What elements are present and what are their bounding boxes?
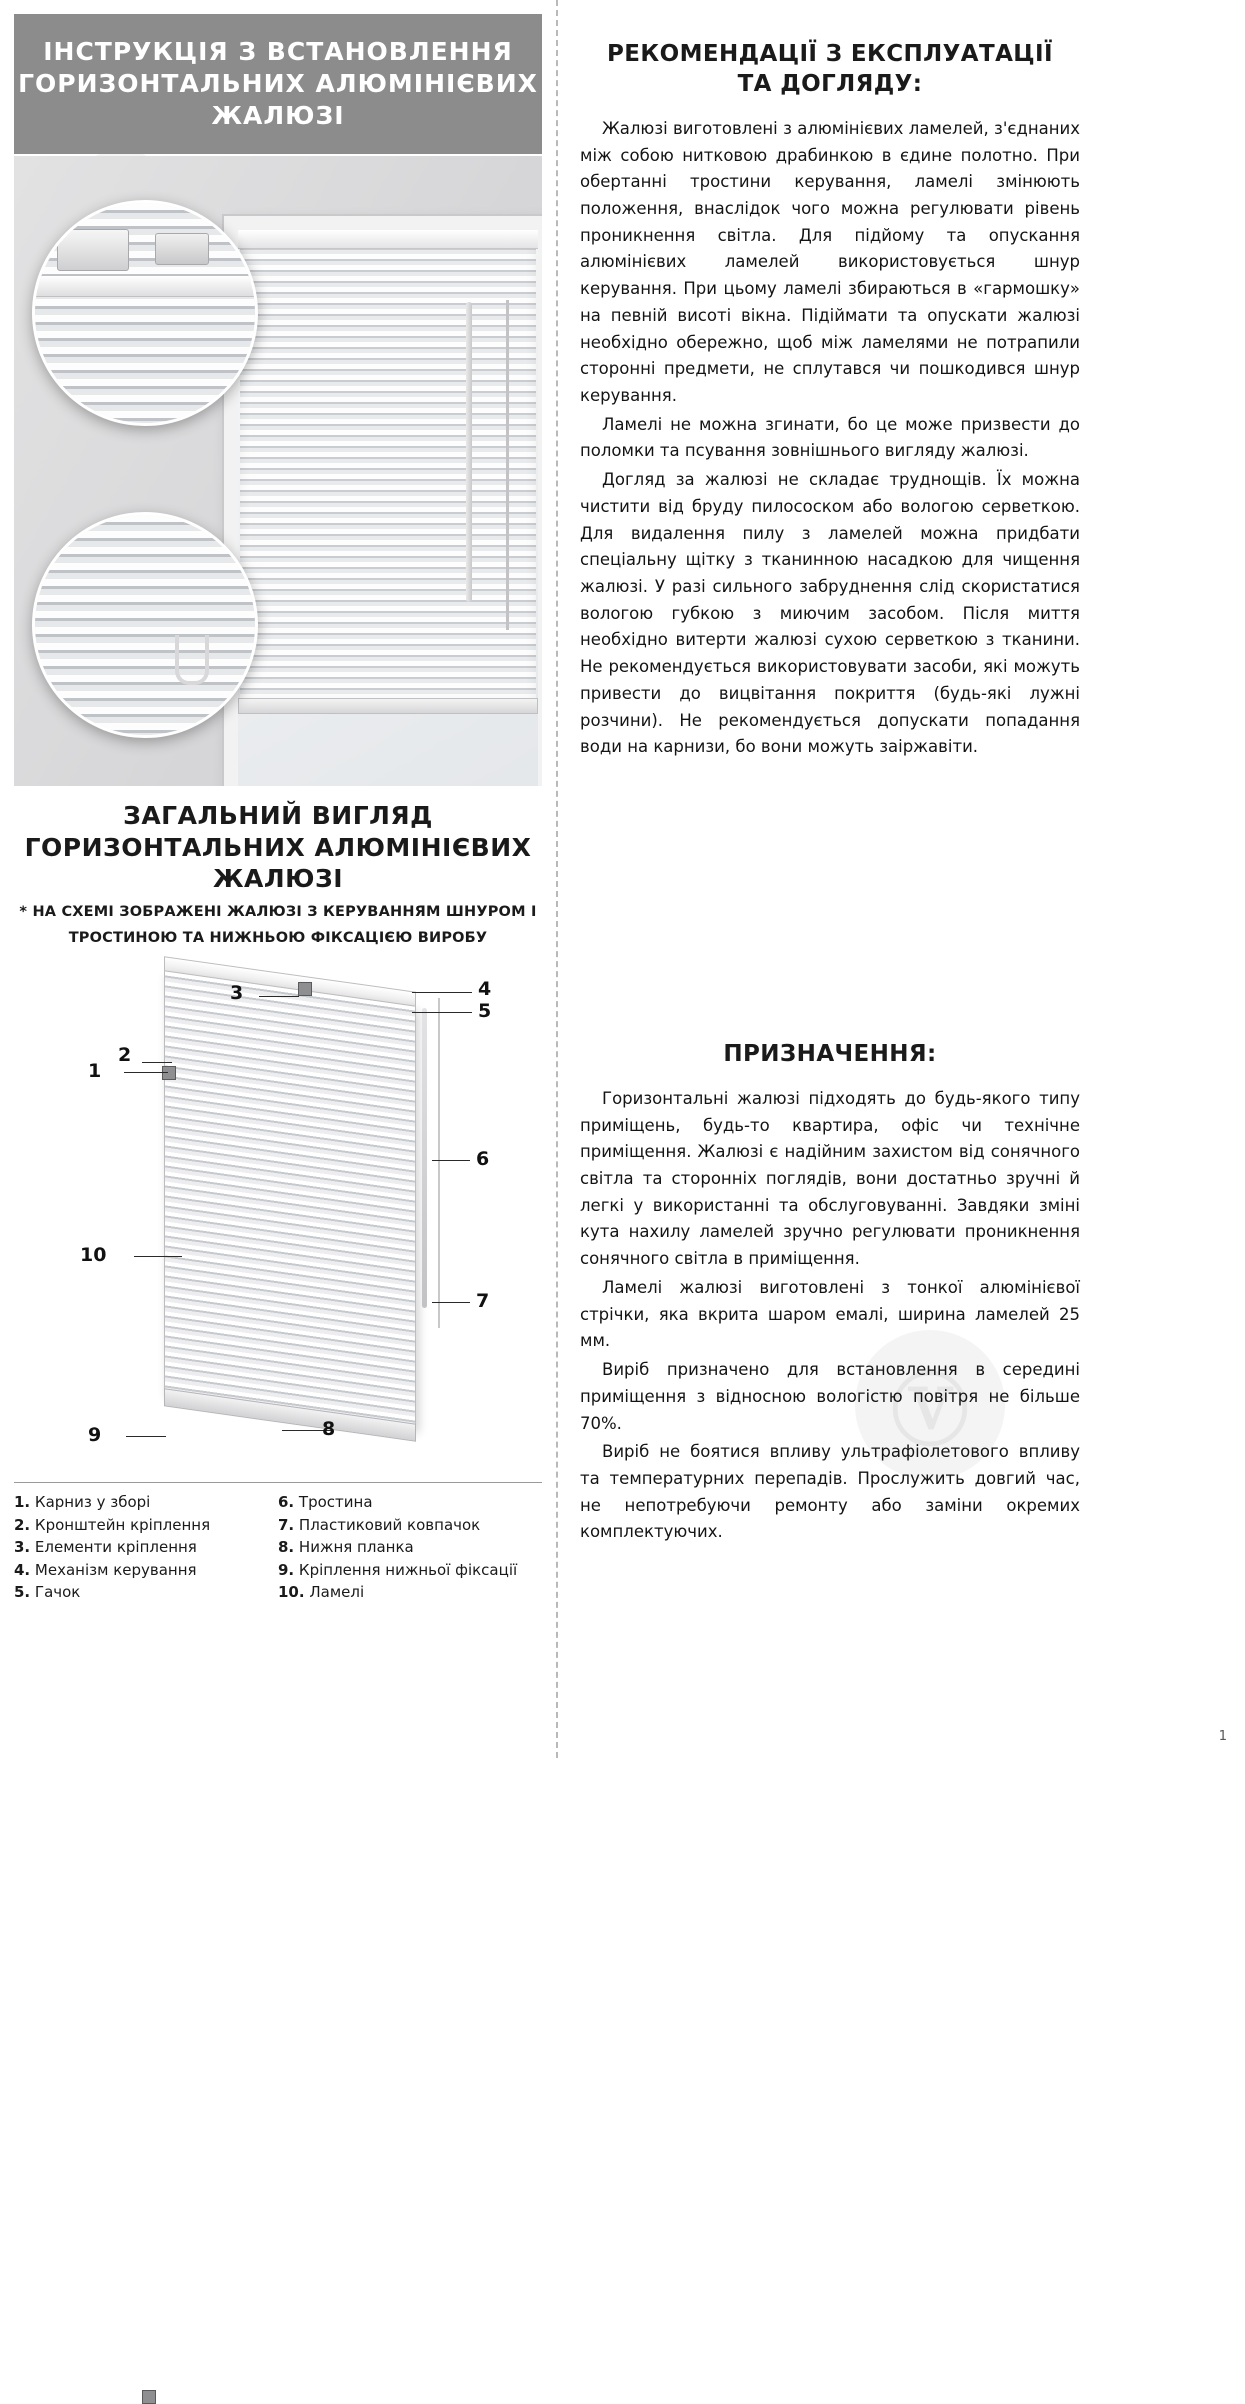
install-title-line-2: ГОРИЗОНТАЛЬНИХ АЛЮМІНІЄВИХ [18, 69, 538, 98]
callout-1: 1 [88, 1060, 102, 1082]
install-title-line-3: ЖАЛЮЗІ [211, 101, 345, 130]
legend-number: 9. [278, 1560, 295, 1579]
purpose-body [580, 1086, 1080, 1546]
purpose-paragraph: Виріб призначено для встановлення в середині приміщення з відносною вологістю повітря не більше 70%. [580, 1360, 1080, 1433]
photo-blind-slats [240, 232, 536, 702]
column-divider [556, 0, 558, 1758]
care-section [580, 40, 1080, 763]
legend-label: Карниз у зборі [34, 1493, 151, 1511]
leader-10 [134, 1256, 182, 1257]
callout-6: 6 [476, 1148, 490, 1170]
detail-control-mechanism [155, 233, 209, 265]
install-title-band [14, 14, 542, 154]
leader-6 [432, 1160, 470, 1161]
legend-item [278, 1581, 542, 1604]
purpose-paragraph: Виріб не боятися впливу ультрафіолетового впливу та температурних перепадів. Прослужить довгий час, не непотребуючи ремонту або заміни окремих комплектуючих. [580, 1442, 1080, 1542]
callout-7: 7 [476, 1290, 490, 1312]
legend-number: 8. [278, 1538, 295, 1556]
overview-title-line-2: ГОРИЗОНТАЛЬНИХ АЛЮМІНІЄВИХ [24, 832, 532, 862]
legend-label: Ламелі [309, 1583, 365, 1601]
legend-number: 10. [278, 1583, 305, 1601]
legend-item [14, 1536, 278, 1559]
photo-lift-cord [506, 300, 509, 630]
diagram-bracket-top [298, 982, 312, 996]
installation-photo [14, 156, 542, 786]
photo-headrail [238, 230, 538, 249]
legend-number: 3. [14, 1538, 31, 1556]
legend-item [14, 1514, 278, 1537]
legend-label: Механізм керування [34, 1560, 197, 1579]
legend-column-left [14, 1491, 278, 1604]
care-paragraph: Ламелі не можна згинати, бо це може призвести до поломки та псування зовнішнього вигляду жалюзі. [580, 414, 1080, 461]
callout-5: 5 [478, 1000, 492, 1022]
legend-number: 7. [278, 1515, 295, 1534]
purpose-heading-line-1: ПРИЗНАЧЕННЯ: [723, 1041, 937, 1067]
detail-slats [35, 515, 255, 735]
legend-item [14, 1581, 278, 1604]
install-title-line-1: ІНСТРУКЦІЯ З ВСТАНОВЛЕННЯ [43, 37, 513, 66]
legend-item [278, 1491, 542, 1514]
photo-window-frame [224, 216, 542, 786]
legend-column-right [278, 1491, 542, 1604]
leader-5 [412, 1012, 472, 1013]
leader-9 [126, 1436, 166, 1437]
care-body [580, 116, 1080, 761]
detail-hook [175, 635, 209, 685]
legend-number: 6. [278, 1493, 295, 1511]
overview-title-block [14, 800, 542, 948]
diagram-lift-cord [438, 998, 440, 1328]
leader-7 [432, 1302, 470, 1303]
legend-label: Нижня планка [298, 1538, 414, 1556]
parts-legend [14, 1482, 542, 1604]
legend-item [14, 1559, 278, 1582]
legend-number: 2. [14, 1515, 31, 1534]
callout-3: 3 [230, 982, 244, 1004]
legend-item [278, 1559, 542, 1582]
callout-9: 9 [88, 1424, 102, 1446]
care-paragraph: Жалюзі виготовлені з алюмінієвих ламелей, з'єднаних між собою нитковою драбинкою в єдине полотно. При обертанні тростини керування, ламелі змінюють положення, внаслідок чого можна регулювати рівень проникнення світла. Для підйому та опускання алюмінієвих ламелей використовується шнур керування. При цьому ламелі збираються в «гармошку» на певній висоті вікна. Підіймати та опускати жалюзі необхідно обережно, щоб між ламелями не потрапили сторонні предмети, не сплутався чи пошкодився шнур керування. [580, 118, 1080, 405]
photo-bottom-rail [238, 698, 538, 714]
leader-3 [259, 996, 299, 997]
page-number: 1 [1218, 1729, 1227, 1744]
legend-label: Тростина [298, 1493, 373, 1511]
legend-item [278, 1514, 542, 1537]
overview-title-line-1: ЗАГАЛЬНИЙ ВИГЛЯД [123, 801, 433, 830]
legend-label: Кронштейн кріплення [34, 1515, 211, 1534]
legend-label: Кріплення нижньої фіксації [298, 1560, 518, 1579]
purpose-paragraph: Горизонтальні жалюзі підходять до будь-якого типу приміщень, будь-то квартира, офіс чи технічне приміщення. Жалюзі є надійним захистом від сонячного світла та сторонніх поглядів, вони достатньо зручні й легкі у використанні та обслуговуванні. Завдяки зміні кута нахилу ламелей зручно регулювати проникнення сонячного світла в приміщення. [580, 1088, 1080, 1269]
callout-8: 8 [322, 1418, 336, 1440]
left-column [0, 0, 556, 1758]
purpose-section [580, 1040, 1080, 1548]
photo-detail-hook-zoom [32, 512, 258, 738]
diagram-tilt-wand [422, 1008, 427, 1308]
callout-2: 2 [118, 1044, 132, 1066]
callout-10: 10 [80, 1244, 107, 1266]
leader-1 [124, 1072, 168, 1073]
purpose-heading [580, 1040, 1080, 1070]
diagram-bracket-left [162, 1066, 176, 1080]
legend-item [278, 1536, 542, 1559]
leader-2 [142, 1062, 172, 1063]
purpose-paragraph: Ламелі жалюзі виготовлені з тонкої алюмінієвої стрічки, яка вкрита шаром емалі, ширина ламелей 25 мм. [580, 1277, 1080, 1351]
blind-parts-diagram [14, 968, 542, 1468]
callout-4: 4 [478, 978, 492, 1000]
care-heading-line-1: РЕКОМЕНДАЦІЇ З ЕКСПЛУАТАЦІЇ [607, 41, 1053, 67]
care-paragraph: Догляд за жалюзі не складає труднощів. Їх можна чистити від бруду пилососком або вологою серветкою. Для видалення пилу з ламелей можна придбати спеціальну щітку з тканинною насадкою для чищення жалюзі. У разі сильного забруднення слід скористатися вологою губкою з миючим засобом. Після миття необхідно витерти жалюзі сухою серветкою з тканини. Не рекомендується використовувати засоби, які можуть привести до вицвітання покриття (будь-які лужні розчини). Не рекомендується допускати попадання води на карнизи, бо вони можуть заіржавіти. [580, 470, 1080, 757]
watermark-glyph: Ⓥ [890, 1366, 970, 1457]
diagram-nub-spare [142, 2390, 156, 2404]
overview-subtitle-line-2: ТРОСТИНОЮ ТА НИЖНЬОЮ ФІКСАЦІЄЮ ВИРОБУ [68, 930, 488, 947]
care-heading-line-2: ТА ДОГЛЯДУ: [737, 70, 923, 97]
detail-bracket [57, 229, 129, 271]
legend-label: Гачок [34, 1583, 81, 1601]
legend-number: 5. [14, 1583, 31, 1601]
legend-label: Елементи кріплення [34, 1538, 197, 1556]
legend-item [14, 1491, 278, 1514]
photo-tilt-wand [466, 302, 472, 602]
care-heading [580, 40, 1080, 100]
photo-detail-bracket-zoom [32, 200, 258, 426]
detail-headrail [35, 275, 255, 297]
legend-label: Пластиковий ковпачок [298, 1515, 481, 1534]
legend-number: 4. [14, 1560, 31, 1579]
legend-number: 1. [14, 1493, 31, 1511]
overview-subtitle-line-1: * НА СХЕМІ ЗОБРАЖЕНІ ЖАЛЮЗІ З КЕРУВАННЯМ ШНУРОМ І [19, 903, 537, 920]
overview-title-line-3: ЖАЛЮЗІ [212, 864, 344, 893]
diagram-slat-stack [164, 970, 416, 1427]
leader-4 [412, 992, 472, 993]
